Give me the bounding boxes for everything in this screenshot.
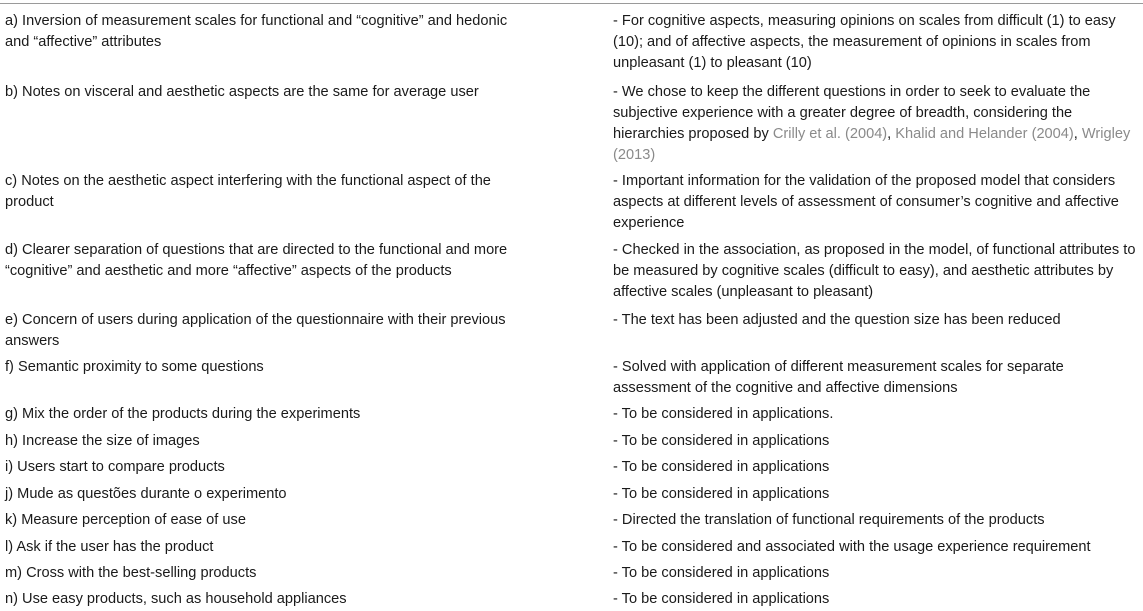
suggestion-cell: e) Concern of users during application of the questionnaire with their previous answers bbox=[5, 312, 506, 349]
suggestion-cell: l) Ask if the user has the product bbox=[5, 539, 214, 555]
suggestion-cell: g) Mix the order of the products during the experiments bbox=[5, 406, 361, 422]
suggestion-cell: m) Cross with the best-selling products bbox=[5, 565, 257, 581]
action-text: - We chose to keep the different questions in order to seek to evaluate the subjective experience with a greater degree of breadth, considering the hierarchies proposed by bbox=[613, 84, 1091, 142]
action-cell: - The text has been adjusted and the question size has been reduced bbox=[613, 312, 1061, 328]
citation-separator: , bbox=[887, 126, 896, 142]
action-cell: - For cognitive aspects, measuring opinions on scales from difficult (1) to easy (10); and of affective aspects, the measurement of opinions in scales from unpleasant (1) to pleasant (10) bbox=[613, 13, 1116, 71]
action-cell: - To be considered in applications bbox=[613, 459, 830, 475]
action-cell bbox=[613, 82, 1141, 166]
citation-link[interactable]: Wrigley (2013) bbox=[613, 126, 1131, 163]
action-cell: - Directed the translation of functional requirements of the products bbox=[613, 512, 1045, 528]
suggestion-cell: d) Clearer separation of questions that are directed to the functional and more “cognitive” and aesthetic and more “affective” aspects of the products bbox=[5, 242, 508, 279]
action-cell: - To be considered in applications. bbox=[613, 406, 834, 422]
suggestion-cell: k) Measure perception of ease of use bbox=[5, 512, 246, 528]
action-cell: - To be considered in applications bbox=[613, 486, 830, 502]
suggestion-cell: a) Inversion of measurement scales for functional and “cognitive” and hedonic and “affective” attributes bbox=[5, 13, 508, 50]
suggestion-cell: f) Semantic proximity to some questions bbox=[5, 359, 264, 375]
suggestion-cell: h) Increase the size of images bbox=[5, 433, 200, 449]
action-cell: - To be considered and associated with the usage experience requirement bbox=[613, 539, 1091, 555]
action-cell: - Important information for the validation of the proposed model that considers aspects at different levels of assessment of consumer’s cognitive and affective experience bbox=[613, 173, 1119, 231]
action-cell: - To be considered in applications bbox=[613, 591, 830, 607]
suggestion-cell: j) Mude as questões durante o experimento bbox=[5, 486, 287, 502]
suggestion-cell: c) Notes on the aesthetic aspect interfering with the functional aspect of the product bbox=[5, 173, 491, 210]
action-cell: - Solved with application of different measurement scales for separate assessment of the cognitive and affective dimensions bbox=[613, 359, 1064, 396]
suggestion-cell: b) Notes on visceral and aesthetic aspects are the same for average user bbox=[5, 84, 479, 100]
citation-link[interactable]: Khalid and Helander (2004) bbox=[895, 126, 1074, 142]
suggestion-cell: i) Users start to compare products bbox=[5, 459, 225, 475]
action-cell: - To be considered in applications bbox=[613, 433, 830, 449]
table-top-rule bbox=[0, 3, 1143, 4]
suggestion-cell: n) Use easy products, such as household appliances bbox=[5, 591, 347, 607]
action-cell: - Checked in the association, as proposed in the model, of functional attributes to be measured by cognitive scales (difficult to easy), and aesthetic attributes by affective scales (unpleasant to pleasant) bbox=[613, 242, 1136, 300]
action-cell: - To be considered in applications bbox=[613, 565, 830, 581]
citation-separator: , bbox=[1073, 126, 1082, 142]
citation-link[interactable]: Crilly et al. (2004) bbox=[772, 126, 888, 142]
